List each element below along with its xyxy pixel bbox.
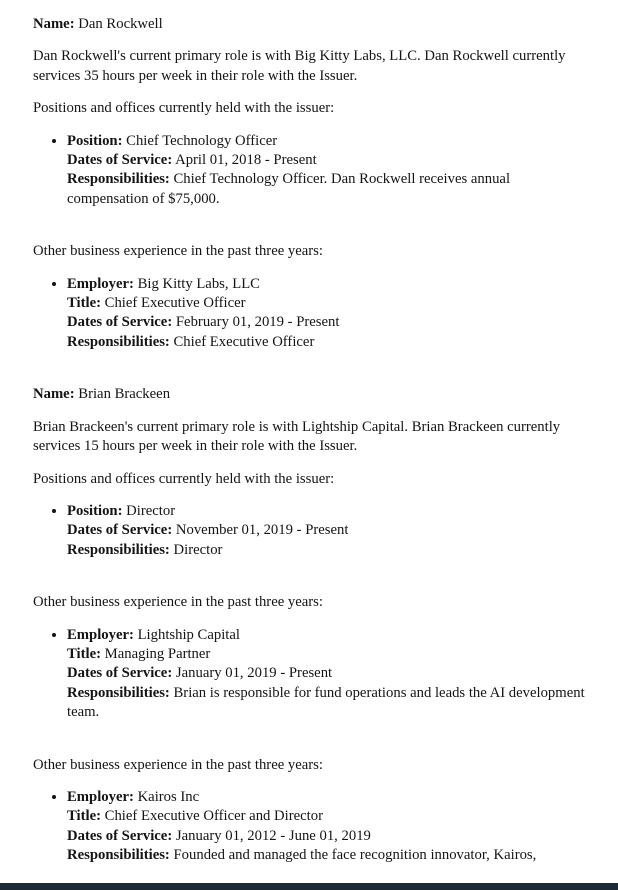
field-label: Responsibilities:: [67, 541, 170, 558]
group-heading: Other business experience in the past three years:: [33, 594, 323, 611]
field-label: Dates of Service:: [67, 827, 173, 844]
field-value: April 01, 2018 - Present: [175, 152, 317, 169]
page-bottom-bar: [0, 883, 618, 890]
field-value: Kairos Inc: [137, 788, 200, 805]
field-label: Employer:: [67, 788, 134, 805]
field-value: Chief Executive Officer: [173, 333, 315, 350]
field-line: [67, 788, 590, 807]
entry-list: [33, 502, 590, 560]
field-value: Founded and managed the face recognition innovator, Kairos,: [173, 847, 537, 864]
field-line: [67, 807, 590, 826]
field-line: [67, 170, 590, 209]
person-name-line: [33, 385, 590, 404]
field-line: [67, 313, 590, 332]
group-heading: Positions and offices currently held with the issuer:: [33, 100, 335, 117]
field-label: Employer:: [67, 275, 134, 292]
field-label: Title:: [67, 645, 101, 662]
field-label: Employer:: [67, 626, 134, 643]
field-label: Position:: [67, 132, 123, 149]
entry-item: [67, 788, 590, 866]
field-value: Brian is responsible for fund operations and leads the AI development team.: [67, 684, 585, 721]
field-value: Director: [126, 502, 176, 519]
person-name: Brian Brackeen: [78, 386, 171, 403]
field-value: Director: [173, 541, 223, 558]
entry-item: [67, 502, 590, 560]
field-label: Responsibilities:: [67, 171, 170, 188]
field-line: [67, 664, 590, 683]
field-line: [67, 294, 590, 313]
entry-item: [67, 275, 590, 353]
name-label: Name:: [33, 386, 75, 403]
field-label: Dates of Service:: [67, 314, 173, 331]
entry-item: [67, 626, 590, 723]
person-intro: Brian Brackeen's current primary role is with Lightship Capital. Brian Brackeen currently services 15 hours per week in their role with the Issuer.: [33, 418, 561, 455]
field-line: [67, 645, 590, 664]
field-label: Dates of Service:: [67, 522, 173, 539]
person-name-line: [33, 15, 590, 34]
entry-item: [67, 132, 590, 210]
field-label: Responsibilities:: [67, 847, 170, 864]
group-heading: Positions and offices currently held with the issuer:: [33, 470, 335, 487]
field-label: Position:: [67, 502, 123, 519]
group-heading: Other business experience in the past three years:: [33, 756, 323, 773]
field-value: Chief Executive Officer and Director: [104, 808, 323, 825]
field-value: Managing Partner: [104, 645, 211, 662]
field-label: Dates of Service:: [67, 665, 173, 682]
person-section: [33, 385, 590, 865]
field-line: [67, 151, 590, 170]
name-label: Name:: [33, 16, 75, 32]
field-value: Lightship Capital: [137, 626, 240, 643]
field-value: November 01, 2019 - Present: [175, 522, 349, 539]
person-intro: Dan Rockwell's current primary role is with Big Kitty Labs, LLC. Dan Rockwell currently services 35 hours per week in their role with the Issuer.: [33, 48, 566, 84]
field-label: Responsibilities:: [67, 684, 170, 701]
field-label: Title:: [67, 295, 101, 312]
field-line: [67, 626, 590, 645]
field-line: [67, 502, 590, 521]
field-value: Chief Executive Officer: [104, 295, 246, 312]
field-line: [67, 827, 590, 846]
field-line: [67, 541, 590, 560]
field-line: [67, 846, 590, 865]
entry-list: [33, 788, 590, 866]
field-value: January 01, 2019 - Present: [175, 665, 333, 682]
field-line: [67, 333, 590, 352]
field-value: January 01, 2012 - June 01, 2019: [175, 827, 371, 844]
field-line: [67, 132, 590, 151]
group-heading: Other business experience in the past three years:: [33, 243, 323, 260]
field-label: Title:: [67, 808, 101, 825]
field-line: [67, 684, 590, 723]
field-value: Chief Technology Officer. Dan Rockwell receives annual compensation of $75,000.: [67, 171, 511, 207]
entry-list: [33, 132, 590, 210]
field-line: [67, 275, 590, 294]
field-value: Big Kitty Labs, LLC: [137, 275, 260, 292]
field-value: February 01, 2019 - Present: [175, 314, 340, 331]
entry-list: [33, 275, 590, 353]
field-line: [67, 521, 590, 540]
field-label: Responsibilities:: [67, 333, 170, 350]
field-label: Dates of Service:: [67, 152, 173, 169]
person-name: Dan Rockwell: [78, 16, 163, 32]
person-section: [33, 15, 590, 352]
entry-list: [33, 626, 590, 723]
field-value: Chief Technology Officer: [126, 132, 278, 149]
